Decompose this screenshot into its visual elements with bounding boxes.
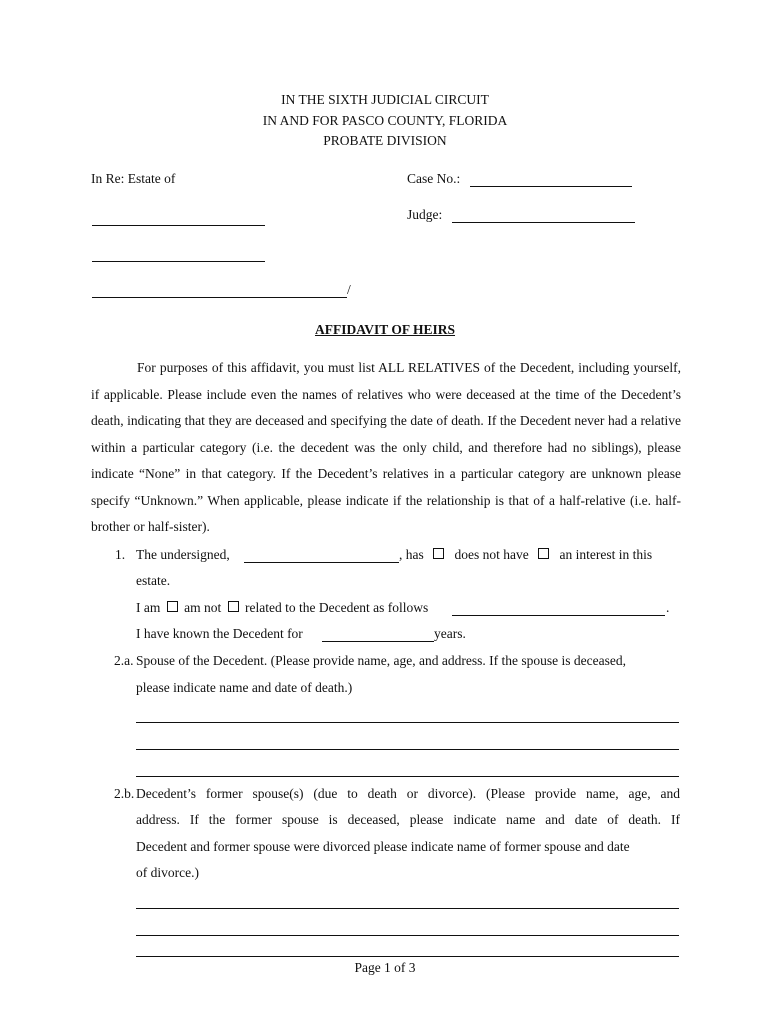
case-no-field[interactable] — [470, 186, 632, 187]
estate-name-field-1[interactable] — [92, 225, 265, 226]
in-re-label: In Re: Estate of — [91, 171, 176, 186]
item1-number: 1. — [115, 547, 126, 562]
item1-undersigned-row — [136, 547, 230, 563]
item2b-text-line4: of divorce.) — [136, 865, 199, 880]
former-spouse-answer-line-3[interactable] — [136, 956, 679, 957]
former-spouse-answer-line-1[interactable] — [136, 908, 679, 909]
item2b-text-line3: Decedent and former spouse were divorced please indicate name of former spouse and date — [136, 839, 630, 854]
estate-name-field-2[interactable] — [92, 261, 265, 262]
am-not-checkbox[interactable] — [228, 601, 239, 612]
item1-relation-row — [136, 600, 428, 616]
page-number: Page 1 of 3 — [354, 960, 416, 975]
item1-known: I have known the Decedent for — [136, 626, 303, 641]
relationship-field[interactable] — [452, 615, 665, 616]
case-no-label: Case No.: — [407, 171, 461, 186]
caption-slash: / — [347, 282, 351, 297]
spouse-answer-line-3[interactable] — [136, 776, 679, 777]
document-title: AFFIDAVIT OF HEIRS — [314, 322, 456, 337]
item1-i-am: I am — [136, 600, 161, 615]
item1-related: related to the Decedent as follows — [245, 600, 429, 615]
item2a-text-line1: Spouse of the Decedent. (Please provide name, age, and address. If the spouse is deceased, — [136, 653, 626, 668]
item2b-text-line2: address. If the former spouse is deceased, please indicate name and date of death. If — [136, 812, 680, 827]
does-not-have-checkbox[interactable] — [538, 548, 549, 559]
item1-interest-row — [399, 547, 652, 563]
item1-years: years. — [434, 626, 466, 641]
intro-paragraph — [91, 355, 681, 541]
item2b-text-line1: Decedent’s former spouse(s) (due to death or divorce). (Please provide name, age, and — [136, 786, 680, 801]
item2a-number: 2.a. — [114, 653, 134, 668]
court-name-line2: IN AND FOR PASCO COUNTY, FLORIDA — [262, 113, 508, 128]
item2a-text-line2: please indicate name and date of death.) — [136, 680, 353, 695]
former-spouse-answer-line-2[interactable] — [136, 935, 679, 936]
item2b-number: 2.b. — [114, 786, 135, 801]
item1-has: , has — [399, 547, 424, 562]
spouse-answer-line-2[interactable] — [136, 749, 679, 750]
intro-text: For purposes of this affidavit, you must list ALL RELATIVES of the Decedent, including yourself, if applicable. Please include even the names of relatives who were deceased at the time of the Decedent’s death, indicating that they are deceased and specifying the date of death. If the Decedent never had a relative within a particular category (i.e. the decedent was the only child, and therefore had no siblings), please indicate “None” in that category. If the Decedent’s relatives in a particular category are unknown please specify “Unknown.” When applicable, please indicate if the relationship is that of a half-relative (i.e. half-brother or half-sister). — [91, 360, 681, 534]
judge-field[interactable] — [452, 222, 635, 223]
item1-period: . — [666, 600, 670, 615]
item1-does-not-have: does not have — [454, 547, 529, 562]
division-name: PROBATE DIVISION — [323, 133, 447, 148]
item1-interest: an interest in this — [559, 547, 653, 562]
undersigned-name-field[interactable] — [244, 562, 399, 563]
estate-name-field-3[interactable] — [92, 297, 347, 298]
item1-estate: estate. — [136, 573, 171, 588]
has-checkbox[interactable] — [433, 548, 444, 559]
item1-prefix: The undersigned, — [136, 547, 230, 562]
years-known-field[interactable] — [322, 641, 434, 642]
judge-label: Judge: — [407, 207, 443, 222]
item1-am-not: am not — [184, 600, 222, 615]
i-am-checkbox[interactable] — [167, 601, 178, 612]
court-name-line1: IN THE SIXTH JUDICIAL CIRCUIT — [281, 92, 489, 107]
spouse-answer-line-1[interactable] — [136, 722, 679, 723]
